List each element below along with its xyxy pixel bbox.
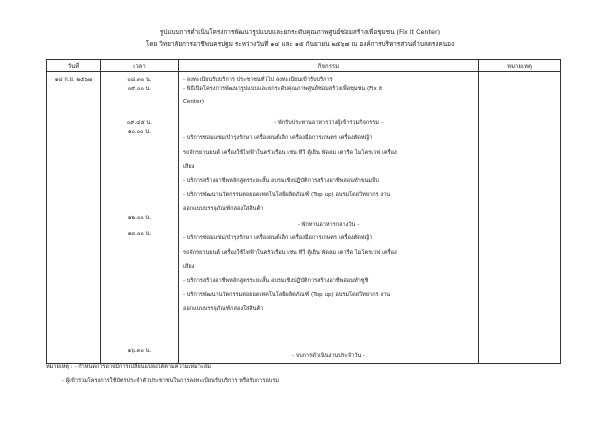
notes-text: - กำหนดการอาจมีการเปลี่ยนแปลงได้ตามความเหมาะสม	[74, 364, 211, 370]
notes-label: หมายเหตุ :	[46, 364, 73, 370]
schedule-table	[46, 59, 561, 364]
header-date: วันที่	[47, 60, 101, 72]
document-subtitle: โดย วิทยาลัยการอาชีพนครปฐม ระหว่างวันที่ ๑๔ และ ๑๕ กันยายน ๒๕๖๗ ณ องค์การบริหารส่วนตำบลตรงคนอง	[145, 40, 455, 48]
date-cell	[47, 72, 101, 364]
activity-line: เสียง	[183, 164, 195, 170]
header-time: เวลา	[101, 60, 179, 72]
activity-line: - บริการซ่อมแซม/บำรุงรักษา เครื่องยนต์เล็ก เครื่องมือการเกษตร เครื่องตัดหญ้า	[183, 235, 373, 241]
activity-line: - บริการสร้างอาชีพหลักสูตรระยะสั้น อบรมเชิงปฏิบัติการสร้างอาชีพสอนทำขนมจีบ	[183, 178, 379, 184]
activity-line: - พิธีเปิดโครงการพัฒนารูปแบบและยกระดับคุณภาพศูนย์ซ่อมสร้างเพื่อชุมชน (Fix it	[183, 86, 383, 92]
activity-line: เสียง	[183, 264, 195, 270]
notes-line-1	[46, 364, 211, 371]
activity-line: ออกแบบบรรจุภัณฑ์กล่องใส่สินค้า	[183, 306, 264, 312]
activity-break: - พักรับประทานอาหารว่างผู้เข้าร่วมกิจกรรม -	[274, 120, 383, 126]
activity-line: รถจักรยานยนต์ เครื่องใช้ไฟฟ้าในครัวเรือน เช่น ทีวี ตู้เย็น พัดลม เตารีด ไมโครเวฟ เครื่อง	[183, 150, 397, 156]
activity-line: ออกแบบบรรจุภัณฑ์กล่องใส่สินค้า	[183, 206, 264, 212]
activity-line: รถจักรยานยนต์ เครื่องใช้ไฟฟ้าในครัวเรือน เช่น ทีวี ตู้เย็น พัดลม เตารีด ไมโครเวฟ เครื่อง	[183, 250, 397, 256]
activity-line: - บริการพัฒนานวัตกรรมต่อยอดเทคโนโลยีผลิตภัณฑ์ (Top up) อบรมโดยวิทยากร งาน	[183, 292, 391, 298]
remarks-cell	[479, 72, 561, 364]
header-activity: กิจกรรม	[179, 60, 479, 72]
time-item: ๑๒.๐๐ น.	[127, 215, 152, 221]
time-item: ๑๖.๓๐ น.	[127, 348, 152, 354]
activity-line: - บริการพัฒนานวัตกรรมต่อยอดเทคโนโลยีผลิตภัณฑ์ (Top up) อบรมโดยวิทยากร งาน	[183, 192, 391, 198]
activity-break: - จบการดำเนินงานประจำวัน -	[292, 353, 365, 359]
time-cell	[101, 72, 179, 364]
table-header-row	[47, 60, 561, 72]
time-item: ๐๘.๓๐ น.	[127, 77, 152, 83]
table-row	[47, 72, 561, 364]
time-item: ๑๓.๐๐ น.	[127, 231, 152, 237]
activity-cell	[179, 72, 479, 364]
activity-break: - พักทานอาหารกลางวัน -	[297, 222, 360, 228]
time-item: ๑๐.๐๐ น.	[128, 129, 151, 135]
notes-line-2: - ผู้เข้าร่วมโครงการใช้บัตรประจำตัวประชาชนในการลงทะเบียนรับบริการ หรือรับการอบรม	[62, 378, 280, 384]
date-value: ๑๔ ก.ย. ๒๕๖๗	[54, 77, 93, 83]
time-item: ๐๙.๔๕ น.	[126, 120, 153, 126]
activity-line: - บริการซ่อมแซม/บำรุงรักษา เครื่องยนต์เล็ก เครื่องมือการเกษตร เครื่องตัดหญ้า	[183, 135, 373, 141]
time-item: ๐๙.๐๐ น.	[127, 86, 152, 92]
activity-line: - ลงทะเบียนรับบริการ ประชาชนทั่วไป ลงทะเบียนเข้ารับบริการ	[183, 77, 333, 83]
activity-line: - บริการสร้างอาชีพหลักสูตรระยะสั้น อบรมเชิงปฏิบัติการสร้างอาชีพสอนทำซูชิ	[183, 278, 369, 284]
header-remarks: หมายเหตุ	[479, 60, 561, 72]
document-title: รูปแบบการดำเนินโครงการพัฒนารูปแบบและยกระดับคุณภาพศูนย์ซ่อมสร้างเพื่อชุมชน (Fix it Center)	[159, 28, 441, 36]
activity-line: Center)	[183, 99, 205, 105]
